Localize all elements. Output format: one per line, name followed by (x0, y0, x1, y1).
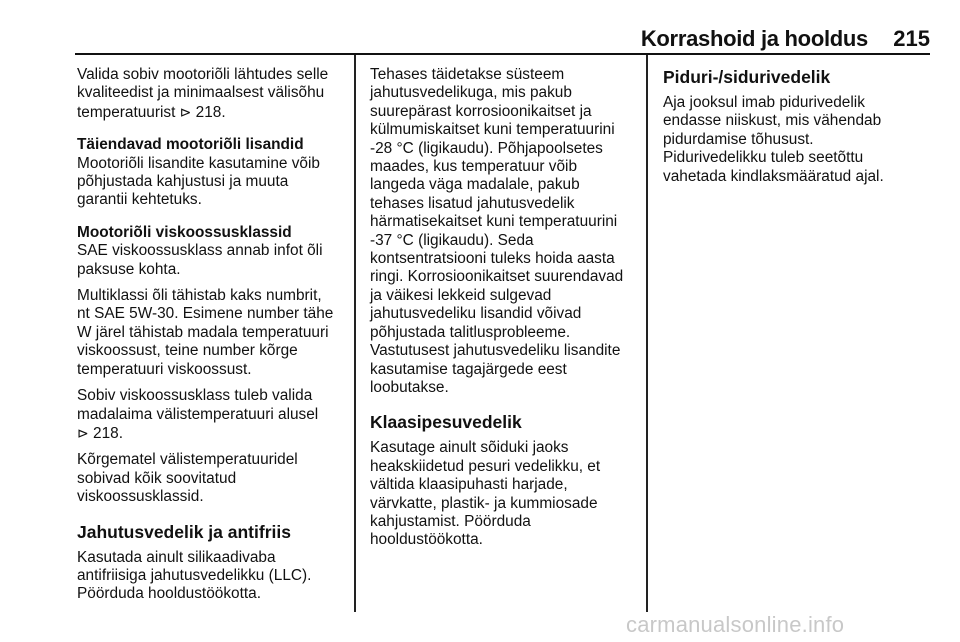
page-title: Korrashoid ja hooldus (640, 26, 868, 51)
column-3 (663, 66, 933, 186)
paragraph-coolant-details: Tehases täidetakse süsteem jahutusvedelikuga, mis pakub suurepärast korrosioonikaitset ja külmumiskaitset kuni temperatuurini -28 °C (ligikaudu). Põhjapoolsetes maades, kus temperatuur võib langeda väga madalale, pakub tehases lisatud jahutusvedelik härmatisekaitset kuni temperatuurini -37 °C (ligikaudu). Seda kontsentratsiooni tuleks hoida aasta ringi. Korrosioonikaitset suurendavad ja väikesi lekkeid sulgevad jahutusvedeliku lisandid võivad põhjustada talitlusprobleeme. Vastutusest jahutusvedeliku lisandite kasutamise tagajärgede eest loobutakse. (370, 66, 624, 396)
paragraph-higher-temperatures: Kõrgematel välistemperatuuridel sobivad kõik soovitatud viskoossusklassid. (77, 451, 298, 506)
page-number: 215 (893, 26, 930, 51)
subheading-oil-additives: Täiendavad mootoriõli lisandid (77, 136, 304, 154)
page-header (0, 22, 960, 52)
column-2 (370, 66, 632, 550)
page-reference-link[interactable]: 218. (195, 103, 226, 121)
paragraph-multigrade-oil: Multiklassi õli tähistab kaks numbrit, nt SAE 5W-30. Esimene number tähe W järel tähistab madala temperatuuri viskoossust, teine number kõrge temperatuuri viskoossust. (77, 287, 334, 378)
section-heading-brake-fluid: Piduri-/sidurivedelik (663, 67, 831, 87)
page-reference-link[interactable]: 218. (93, 424, 123, 442)
paragraph-viscosity-selection: Sobiv viskoossusklass tuleb valida madalaima välistemperatuuri alusel ⊳ 218. (77, 387, 319, 442)
watermark: carmanualsonline.info (626, 612, 845, 637)
paragraph-washer-fluid: Kasutage ainult sõiduki jaoks heakskiidetud pesuri vedelikku, et vältida klaasipuhasti harjade, värvkatte, plastik- ja kummiosade kahjustamist. Pöörduda hooldustöökotta. (370, 439, 601, 549)
paragraph-oil-additives: Mootoriõli lisandite kasutamine võib põhjustada kahjustusi ja muuta garantii kehtetuks. (77, 154, 320, 209)
paragraph-coolant-intro: Kasutada ainult silikaadivaba antifriisiga jahutusvedelikku (LLC). Pöörduda hooldustöökotta. (77, 548, 312, 603)
column-1 (77, 66, 343, 604)
column-divider-2 (646, 55, 648, 612)
paragraph-sae-viscosity: SAE viskoossusklass annab infot õli paksuse kohta. (77, 242, 323, 278)
paragraph-oil-selection: Valida sobiv mootoriõli lähtudes selle kvaliteedist ja minimaalsest välisõhu temperatuurist ⊳ 218. (77, 66, 329, 121)
column-divider-1 (354, 55, 356, 612)
paragraph-brake-fluid: Aja jooksul imab pidurivedelik endasse niiskust, mis vähendab pidurdamise tõhusust. Pidurivedelikku tuleb seetõttu vahetada kindlaksmääratud ajal. (663, 94, 884, 185)
subheading-viscosity-classes: Mootoriõli viskoossusklassid (77, 223, 292, 241)
page-reference-arrow-icon: ⊳ (77, 424, 89, 441)
section-heading-coolant: Jahutusvedelik ja antifriis (77, 521, 291, 542)
section-heading-washer-fluid: Klaasipesuvedelik (370, 412, 522, 433)
page-reference-arrow-icon: ⊳ (179, 103, 192, 120)
header-divider (75, 53, 930, 55)
